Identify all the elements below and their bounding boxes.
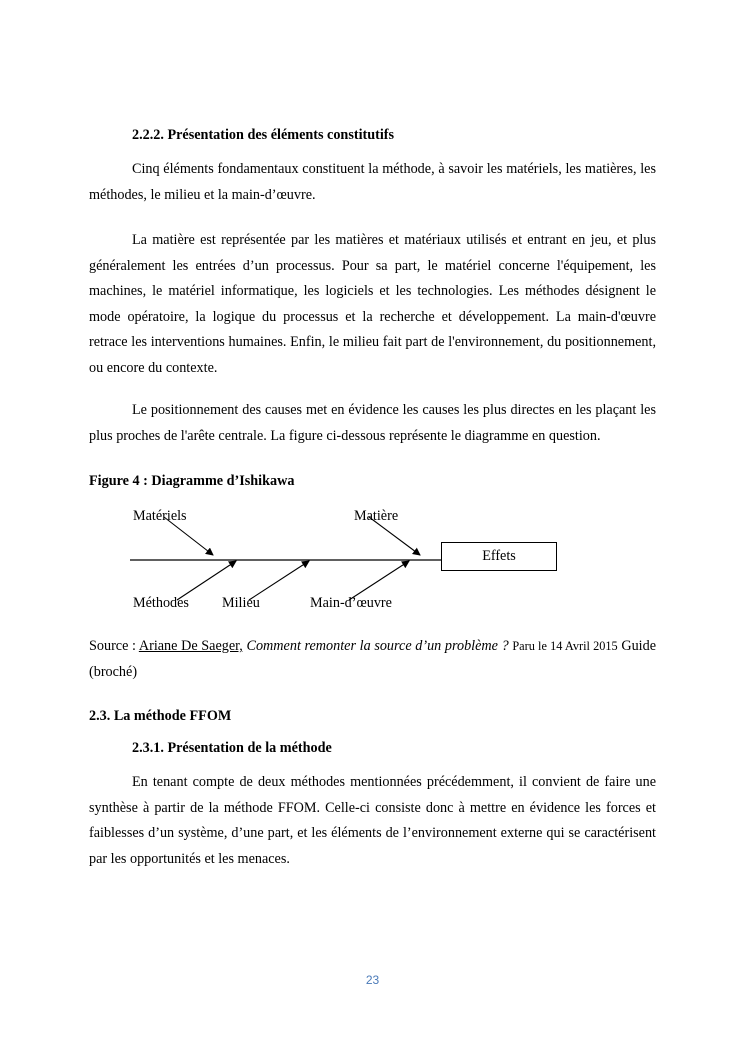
ishikawa-diagram (89, 500, 656, 620)
paragraph-elements: Cinq éléments fondamentaux constituent la méthode, à savoir les matériels, les matières, les méthodes, le milieu et la main-d’œuvre. (89, 161, 656, 203)
source-published: Paru le 14 Avril 2015 (512, 639, 618, 653)
source-format: Guide (broché) (89, 638, 657, 680)
figure-source (89, 634, 656, 685)
paragraph-matiere: La matière est représentée par les matières et matériaux utilisés et entrant en jeu, et plus généralement les entrées d’un processus. Pour sa part, le matériel concerne l'équipement, les machines, le matériel informatique, les logiciels et les technologies. Les méthodes désignent le mode opératoire, la logique du processus et la recherche et développement. La main-d'œuvre retrace les interventions humaines. Enfin, le milieu fait part de l'environnement, du positionnement, ou encore du contexte. (89, 232, 656, 376)
section-heading-2-3-1: 2.3.1. Présentation de la méthode (132, 740, 332, 756)
paragraph-ffom: En tenant compte de deux méthodes mentionnées précédemment, il convient de faire une synthèse à partir de la méthode FFOM. Celle-ci consiste donc à mettre en évidence les forces et faiblesses d’un système, d’une part, et les éléments de l’environnement externe qui se caractérisent par les opportunités et les menaces. (89, 774, 656, 867)
label-methodes: Méthodes (133, 595, 189, 611)
source-title: Comment remonter la source d’un problème ? (246, 638, 509, 654)
section-heading-2-2-2: 2.2.2. Présentation des éléments constitutifs (132, 127, 395, 143)
section-heading-2-3: 2.3. La méthode FFOM (89, 708, 232, 724)
source-prefix: Source : (89, 638, 139, 654)
page-number: 23 (365, 973, 380, 987)
figure-caption: Figure 4 : Diagramme d’Ishikawa (89, 473, 295, 489)
label-milieu: Milieu (222, 595, 260, 611)
label-materiels: Matériels (133, 508, 187, 524)
label-matiere: Matière (354, 508, 399, 524)
label-main-oeuvre: Main-d’œuvre (310, 595, 392, 611)
source-author: Ariane De Saeger, (138, 638, 243, 654)
paragraph-positionnement: Le positionnement des causes met en évidence les causes les plus directes en les plaçant les plus proches de l'arête centrale. La figure ci-dessous représente le diagramme en question. (89, 402, 656, 444)
effect-box: Effets (441, 542, 557, 571)
